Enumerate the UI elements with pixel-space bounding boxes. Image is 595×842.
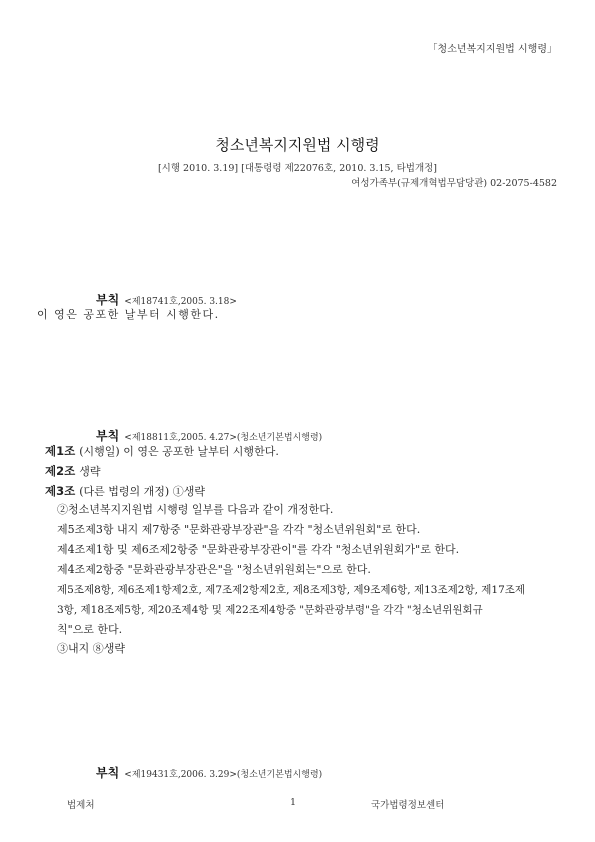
document-title: 청소년복지지원법 시행령 — [215, 136, 380, 154]
running-title: 「청소년복지지원법 시행령」 — [427, 44, 557, 55]
article-number: 제1조 — [45, 444, 76, 458]
article-text: (시행일) 이 영은 공포한 날부터 시행한다. — [79, 445, 279, 458]
amendment-line: 제5조제8항, 제6조제1항제2호, 제7조제2항제2호, 제8조제3항, 제9조제6항, 제13조제2항, 제17조제 — [57, 584, 526, 596]
addenda-heading-3 — [96, 762, 322, 781]
amendment-line: 칙"으로 한다. — [57, 623, 123, 636]
ministry-contact: 여성가족부(규제개혁법무담당관) 02-2075-4582 — [351, 178, 557, 189]
addenda-body-1: 이 영은 공포한 날부터 시행한다. — [37, 308, 220, 321]
addenda-heading-2 — [96, 425, 322, 444]
article-number: 제3조 — [45, 484, 76, 498]
article-3 — [45, 484, 205, 499]
addenda-number: <제18811호,2005. 4.27>(청소년기본법시행령) — [124, 433, 323, 443]
article-1 — [45, 444, 279, 459]
page-number: 1 — [290, 797, 297, 808]
amendment-line: ③내지 ⑧생략 — [57, 642, 126, 655]
amendment-line: 3항, 제18조제5항, 제20조제4항 및 제22조제4항중 "문화관광부령"을 각각 "청소년위원회규 — [57, 604, 483, 616]
amendment-line: ②청소년복지지원법 시행령 일부를 다음과 같이 개정한다. — [57, 503, 334, 516]
addenda-title: 부칙 — [96, 429, 120, 443]
addenda-number: <제19431호,2006. 3.29>(청소년기본법시행령) — [124, 770, 323, 780]
amendment-line: 제5조제3항 내지 제7항중 "문화관광부장관"을 각각 "청소년위원회"로 한다. — [57, 523, 421, 536]
amendment-line: 제4조제1항 및 제6조제2항중 "문화관광부장관이"를 각각 "청소년위원회가"로 한다. — [57, 543, 460, 556]
footer-publisher: 법제처 — [67, 800, 95, 811]
footer-source: 국가법령정보센터 — [371, 800, 445, 811]
enforcement-info: [시행 2010. 3.19] [대통령령 제22076호, 2010. 3.15, 타법개정] — [157, 163, 438, 174]
addenda-heading-1 — [96, 289, 237, 308]
article-text: (다른 법령의 개정) ①생략 — [79, 485, 205, 498]
amendment-line: 제4조제2항중 "문화관광부장관은"을 "청소년위원회는"으로 한다. — [57, 563, 371, 576]
article-number: 제2조 — [45, 464, 76, 478]
addenda-number: <제18741호,2005. 3.18> — [124, 297, 237, 307]
article-text: 생략 — [79, 465, 101, 478]
addenda-title: 부칙 — [96, 766, 120, 780]
addenda-title: 부칙 — [96, 293, 120, 307]
article-2 — [45, 464, 101, 479]
